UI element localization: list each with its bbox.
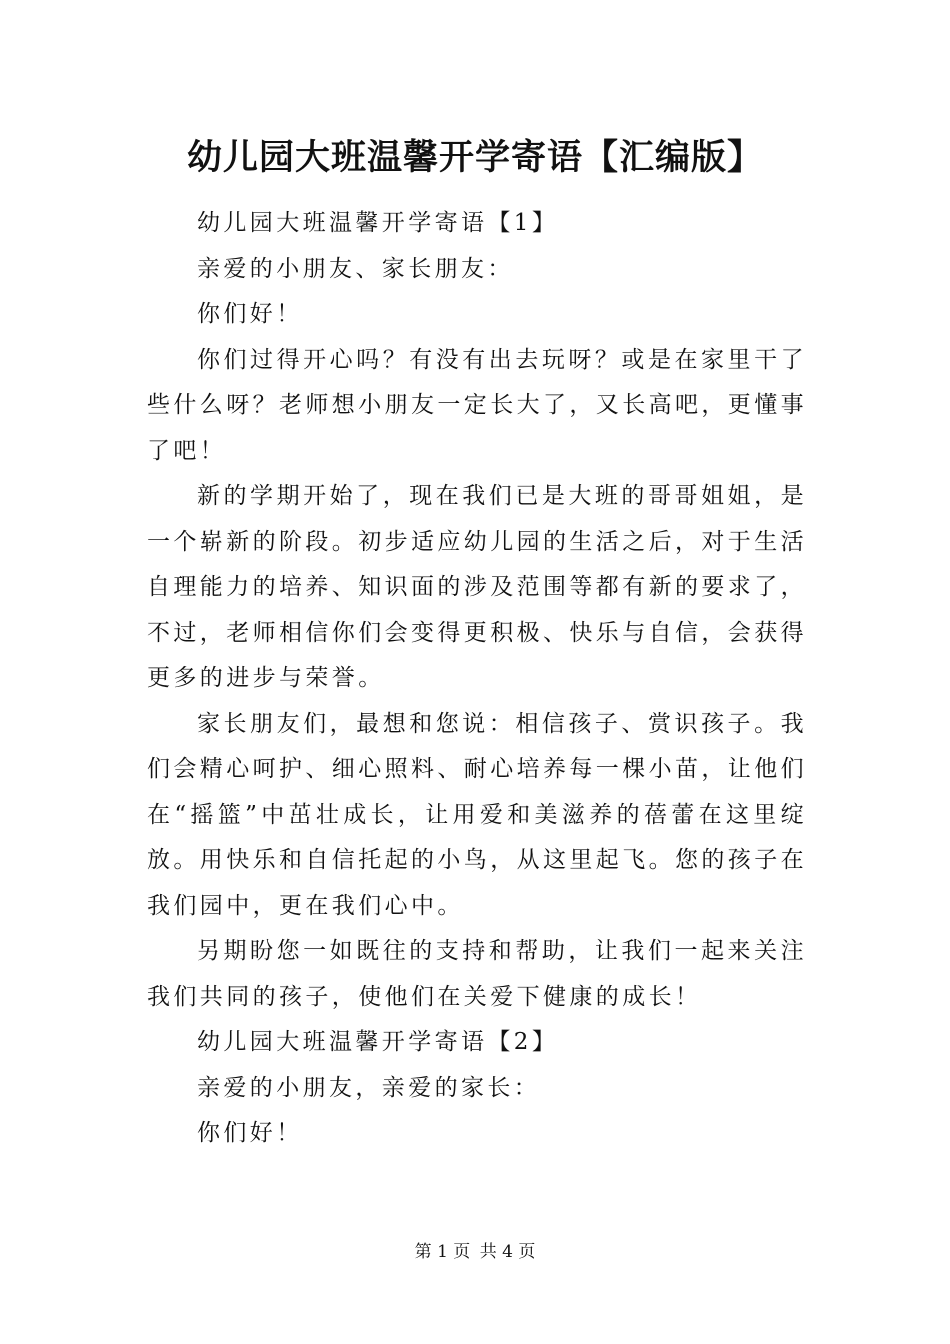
paragraph-salutation-2: 亲爱的小朋友，亲爱的家长： (197, 1074, 541, 1101)
paragraph-greeting-2: 你们好！ (197, 1120, 303, 1146)
page-footer (0, 1240, 950, 1264)
page-total: 共 4 页 (479, 1242, 536, 1262)
paragraph-body-3: 家长朋友们，最想和您说：相信孩子、赏识孩子。我们会精心呵护、细心照料、耐心培养每一棵小苗，让他们在“摇篮”中茁壮成长，让用爱和美滋养的蓓蕾在这里绽放。用快乐和自信托起的小鸟，从这里起飞。您的孩子在我们园中，更在我们心中。 (147, 710, 807, 919)
document-title: 幼儿园大班温馨开学寄语【汇编版】 (186, 137, 763, 178)
paragraph-heading-2: 幼儿园大班温馨开学寄语【2】 (197, 1029, 559, 1055)
paragraph-greeting-1: 你们好！ (197, 301, 303, 327)
page-number: 第 1 页 (414, 1242, 471, 1262)
paragraph-body-1: 你们过得开心吗？有没有出去玩呀？或是在家里干了些什么呀？老师想小朋友一定长大了，又长高吧，更懂事了吧！ (147, 346, 807, 464)
paragraph-body-2: 新的学期开始了，现在我们已是大班的哥哥姐姐，是一个崭新的阶段。初步适应幼儿园的生活之后，对于生活自理能力的培养、知识面的涉及范围等都有新的要求了，不过，老师相信你们会变得更积极、快乐与自信，会获得更多的进步与荣誉。 (147, 483, 807, 691)
paragraph-salutation-1: 亲爱的小朋友、家长朋友： (197, 255, 514, 282)
document-body (147, 201, 807, 1157)
paragraph-body-4: 另期盼您一如既往的支持和帮助，让我们一起来关注我们共同的孩子，使他们在关爱下健康的成长！ (147, 938, 807, 1010)
paragraph-heading-1: 幼儿园大班温馨开学寄语【1】 (197, 210, 559, 236)
